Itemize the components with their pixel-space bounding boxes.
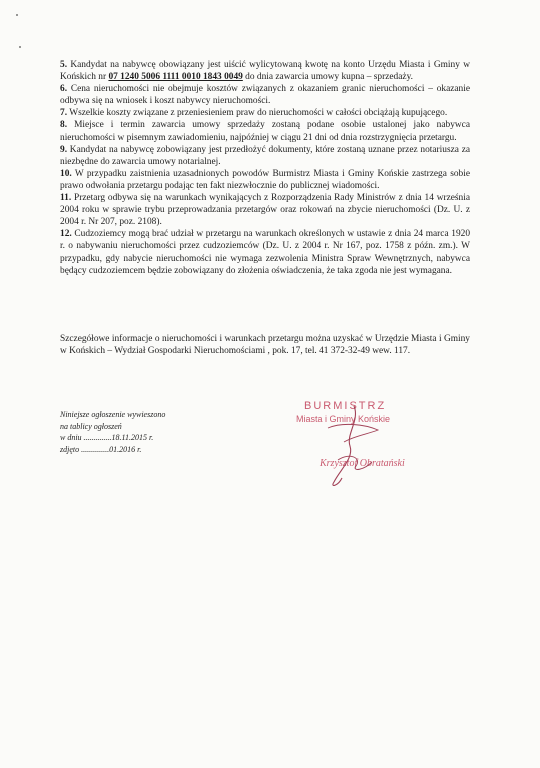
- conditions-list: [60, 59, 470, 277]
- condition-8: [60, 119, 470, 143]
- posted-date: w dniu ..............18.11.2015 r.: [60, 433, 154, 443]
- condition-text: do dnia zawarcia umowy kupna – sprzedaży.: [245, 72, 413, 83]
- condition-number: 6.: [60, 84, 68, 95]
- handwritten-signature: [268, 400, 448, 490]
- condition-6: [60, 83, 470, 107]
- stamp-name: Krzysztof Obratański: [320, 458, 405, 469]
- scan-speck: [19, 46, 21, 48]
- scan-speck: [16, 14, 18, 16]
- condition-number: 7.: [60, 108, 68, 119]
- condition-9: [60, 144, 470, 168]
- condition-number: 9.: [60, 144, 68, 155]
- condition-text: W przypadku zaistnienia uzasadnionych powodów Burmistrz Miasta i Gminy Końskie zastrzega sobie prawo odwołania przetargu podając ten fakt niezwłocznie do publicznej wiadomości.: [60, 168, 470, 191]
- condition-12: [60, 228, 470, 276]
- notice-line: Niniejsze ogłoszenie wywieszono: [60, 410, 166, 419]
- stamp-subtitle: Miasta i Gminy Końskie: [296, 414, 391, 424]
- condition-text: Cudzoziemcy mogą brać udział w przetargu na warunkach określonych w ustawie z dnia 24 marca 1920 r. o nabywaniu nieruchomości przez cudzoziemców (Dz. U. z 2004 r. Nr 167, poz. 1758 z późn. zm.). W przypadku, gdy nabycie nieruchomości nie wymaga zezwolenia Ministra Spraw Wewnętrznych, nabywca będący cudzoziemcem będzie zobowiązany do złożenia oświadczenia, że taka zgoda nie jest wymagana.: [60, 229, 471, 276]
- condition-11: [60, 192, 470, 228]
- condition-10: [60, 168, 470, 192]
- stamp-title: BURMISTRZ: [304, 400, 387, 412]
- condition-number: 10.: [60, 168, 72, 179]
- posting-notice: [60, 409, 230, 455]
- condition-number: 8.: [60, 120, 68, 131]
- removed-date: zdjęto ..............01.2016 r.: [60, 444, 142, 454]
- notice-line: na tablicy ogłoszeń: [60, 421, 122, 431]
- condition-5: [60, 59, 470, 83]
- bank-account-number: 07 1240 5006 1111 0010 1843 0049: [108, 72, 243, 83]
- condition-text: Cena nieruchomości nie obejmuje kosztów związanych z okazaniem granic nieruchomości – okazanie odbywa się na wniosek i koszt nabywcy nieruchomości.: [60, 84, 470, 107]
- condition-7: [60, 107, 470, 119]
- condition-number: 11.: [60, 193, 72, 204]
- mayor-stamp: [268, 400, 448, 490]
- contact-info-paragraph: Szczegółowe informacje o nieruchomości i warunkach przetargu można uzyskać w Urzędzie Miasta i Gminy w Końskich – Wydział Gospodarki Nieruchomościami , pok. 17, tel. 41 372-32-49 wew. 117.: [60, 334, 470, 357]
- condition-text: Wszelkie koszty związane z przeniesieniem praw do nieruchomości w całości obciążają kupującego.: [69, 108, 448, 119]
- condition-number: 12.: [60, 229, 72, 240]
- condition-text: Kandydat na nabywcę zobowiązany jest przedłożyć dokumenty, które zostaną uznane przez notariusza za niezbędne do zawarcia umowy notarialnej.: [60, 144, 471, 167]
- condition-number: 5.: [60, 60, 68, 70]
- condition-text: Przetarg odbywa się na warunkach wynikających z Rozporządzenia Rady Ministrów z dnia 14 września 2004 roku w sprawie trybu przeprowadzania przetargów oraz rokowań na zbycie nieruchomości (Dz. U. z 2004 r. Nr 207, poz. 2108).: [60, 193, 471, 228]
- condition-text: Miejsce i termin zawarcia umowy sprzedaży zostaną podane osobie ustalonej jako nabywca nieruchomości w pisemnym zawiadomieniu, najpóźniej w ciągu 21 dni od dnia rozstrzygnięcia przetargu.: [60, 120, 470, 143]
- condition-text: Kandydat na nabywcę obowiązany jest uiścić wylicytowaną kwotę na konto Urzędu Miasta i Gminy w Końskich nr: [60, 60, 471, 83]
